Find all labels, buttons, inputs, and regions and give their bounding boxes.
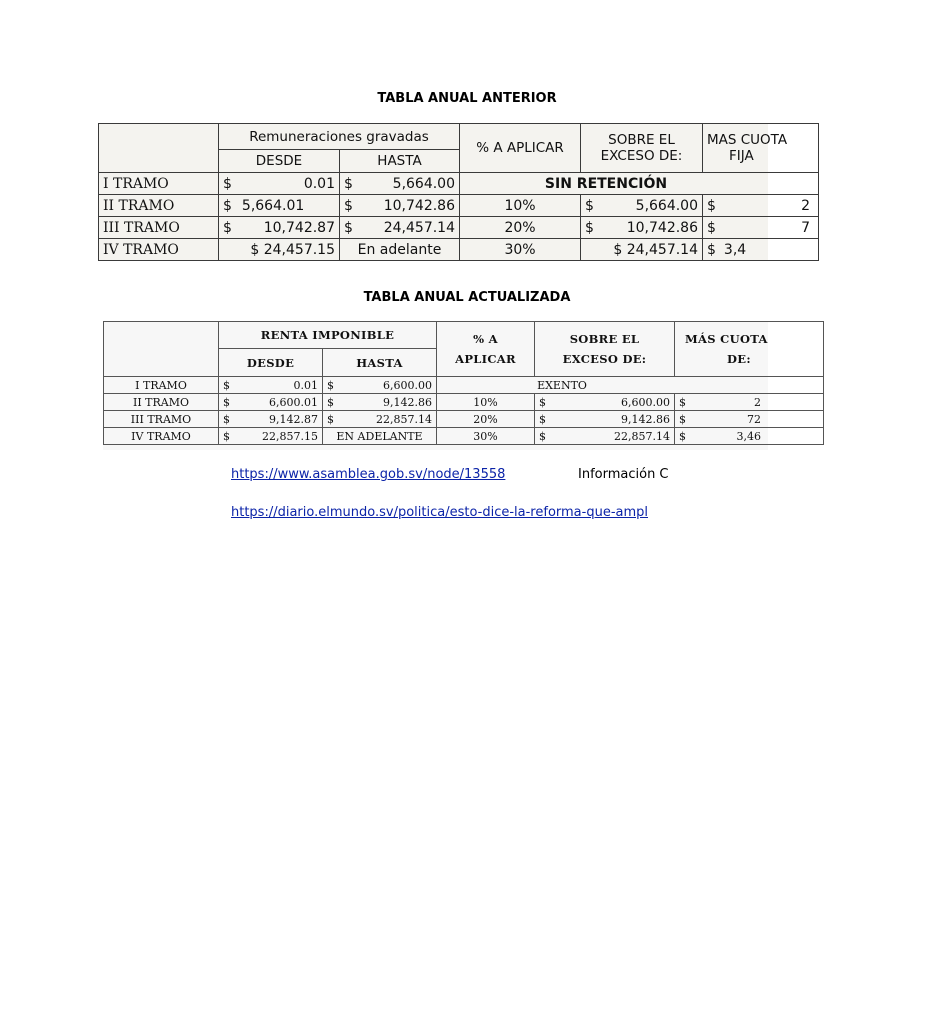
table-row (99, 195, 819, 217)
table-new-desde-header: DESDE (219, 349, 323, 377)
table-new-image (103, 321, 768, 450)
table-new-hasta-header: HASTA (323, 349, 437, 377)
table-old-pct-header: % A APLICAR (460, 124, 581, 173)
sobre-value: 22,857.14 (614, 429, 670, 443)
tramo-label: III TRAMO (104, 411, 219, 428)
currency-symbol: $ (539, 412, 546, 426)
table-row (104, 428, 824, 445)
currency-symbol: $ (344, 219, 353, 236)
desde-value: 9,142.87 (269, 412, 318, 426)
currency-symbol: $ (344, 175, 353, 192)
table-old-hasta-header: HASTA (340, 150, 460, 173)
currency-symbol: $ (223, 197, 232, 214)
table-row (99, 217, 819, 239)
table-new-pct-header (437, 322, 535, 377)
hasta-value: 10,742.86 (383, 197, 455, 214)
tramo-label: I TRAMO (99, 173, 219, 195)
table-new-group-header: RENTA IMPONIBLE (219, 322, 437, 349)
currency-symbol: $ (344, 197, 353, 214)
tramo-label: I TRAMO (104, 377, 219, 394)
sobre-value: 24,457.14 (626, 241, 698, 258)
currency-symbol: $ (327, 412, 334, 426)
desde-value: 24,457.15 (263, 241, 335, 258)
currency-symbol: $ (679, 412, 686, 426)
table-row (104, 411, 824, 428)
table-old-blank-header (99, 124, 219, 173)
pct-value: 30% (437, 428, 535, 445)
tramo-label: II TRAMO (104, 394, 219, 411)
currency-symbol: $ (707, 241, 716, 258)
tramo-label: IV TRAMO (104, 428, 219, 445)
currency-symbol: $ (679, 429, 686, 443)
currency-symbol: $ (223, 429, 230, 443)
currency-symbol: $ (679, 395, 686, 409)
sobre-value: 10,742.86 (626, 219, 698, 236)
desde-value: 22,857.15 (262, 429, 318, 443)
table-old (98, 123, 819, 261)
pct-value: 10% (437, 394, 535, 411)
cuota-value: 7 (801, 219, 810, 236)
sobre-value: 9,142.86 (621, 412, 670, 426)
table-new-pct-line1: % A (473, 332, 498, 346)
sobre-value: 5,664.00 (635, 197, 698, 214)
cuota-value: 2 (754, 395, 761, 409)
currency-symbol: $ (223, 395, 230, 409)
info-text: Información C (578, 467, 669, 482)
table-row (104, 394, 824, 411)
table-old-mas-line1: MAS CUOTA (707, 132, 788, 148)
desde-value: 0.01 (293, 378, 318, 392)
desde-value: 5,664.01 (241, 197, 305, 214)
table-old-sobre-header (581, 124, 703, 173)
table-new-heading: TABLA ANUAL ACTUALIZADA (363, 290, 571, 305)
currency-symbol: $ (223, 378, 230, 392)
tramo-label: II TRAMO (99, 195, 219, 217)
table-old-desde-header: DESDE (219, 150, 340, 173)
currency-symbol: $ (327, 378, 334, 392)
table-new-mas-line1: MÁS CUOTA (685, 332, 768, 346)
table-old-sobre-line1: SOBRE EL (608, 132, 675, 148)
table-row (99, 173, 819, 195)
currency-symbol: $ (539, 395, 546, 409)
tramo-label: III TRAMO (99, 217, 219, 239)
hasta-value: EN ADELANTE (323, 428, 437, 445)
table-new-sobre-header (535, 322, 675, 377)
currency-symbol: $ (539, 429, 546, 443)
currency-symbol: $ (585, 197, 594, 214)
currency-symbol: $ (223, 412, 230, 426)
table-old-image (98, 123, 810, 260)
table-old-heading: TABLA ANUAL ANTERIOR (377, 91, 557, 106)
pct-value: 30% (460, 239, 581, 261)
table-old-mas-header (703, 124, 819, 173)
currency-symbol: $ (223, 219, 232, 236)
exempt-label: EXENTO (437, 377, 824, 394)
table-new-sobre-line2: EXCESO DE: (562, 352, 647, 366)
tramo-label: IV TRAMO (99, 239, 219, 261)
table-old-mas-line2: FIJA (729, 148, 754, 164)
cuota-value: 3,46 (736, 429, 761, 443)
currency-symbol: $ (707, 197, 716, 214)
table-new-blank-header (104, 322, 219, 377)
table-row (99, 239, 819, 261)
cuota-value: 3,4 (723, 241, 747, 258)
table-new-sobre-line1: SOBRE EL (569, 332, 640, 346)
cuota-value: 2 (801, 197, 810, 214)
table-old-sobre-line2: EXCESO DE: (600, 148, 683, 164)
table-row (104, 377, 824, 394)
pct-value: 20% (460, 217, 581, 239)
hasta-value: En adelante (340, 239, 460, 261)
table-new-mas-header (675, 322, 824, 377)
desde-value: 0.01 (303, 175, 335, 192)
currency-symbol: $ (223, 175, 232, 192)
cuota-value: 72 (747, 412, 761, 426)
currency-symbol: $ (250, 241, 260, 258)
sobre-value: 6,600.00 (621, 395, 670, 409)
hasta-value: 24,457.14 (383, 219, 455, 236)
hasta-value: 5,664.00 (392, 175, 455, 192)
pct-value: 10% (460, 195, 581, 217)
hasta-value: 22,857.14 (376, 412, 432, 426)
currency-symbol: $ (585, 219, 594, 236)
elmundo-link[interactable]: https://diario.elmundo.sv/politica/esto-dice-la-reforma-que-ampl (231, 505, 649, 520)
currency-symbol: $ (327, 395, 334, 409)
currency-symbol: $ (613, 241, 623, 258)
asamblea-link[interactable]: https://www.asamblea.gob.sv/node/13558 (231, 467, 506, 482)
desde-value: 10,742.87 (263, 219, 335, 236)
desde-value: 6,600.01 (269, 395, 318, 409)
pct-value: 20% (437, 411, 535, 428)
table-old-group-header: Remuneraciones gravadas (219, 124, 460, 150)
currency-symbol: $ (707, 219, 716, 236)
hasta-value: 9,142.86 (383, 395, 432, 409)
hasta-value: 6,600.00 (383, 378, 432, 392)
table-new (103, 321, 824, 445)
table-new-mas-line2: DE: (727, 352, 751, 366)
table-new-pct-line2: APLICAR (455, 352, 516, 366)
exempt-label: SIN RETENCIÓN (460, 173, 819, 195)
